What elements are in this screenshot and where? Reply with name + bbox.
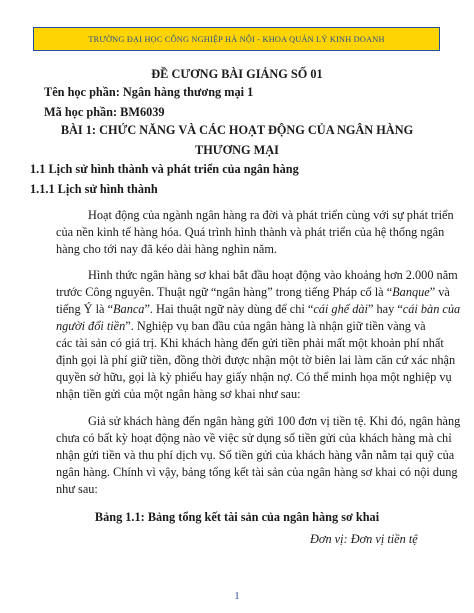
paragraph-2-line: quyền sở hữu, gọi là kỳ phiếu hay giấy nhận nợ. Có thể minh họa một nghiệp vụ	[56, 370, 452, 384]
paragraph-1-line: Hoạt động của ngành ngân hàng ra đời và phát triển cùng với sự phát triển	[88, 208, 454, 222]
paragraph-2-line: người đổi tiền”. Nghiệp vụ ban đầu của ngân hàng là nhận giữ tiền vàng và	[56, 319, 426, 333]
paragraph-3-line: như sau:	[56, 482, 98, 496]
paragraph-2-line: các tài sản có giá trị. Khi khách hàng đến gửi tiền phải mất một khoản phí nhất	[56, 336, 444, 350]
lesson-title-line-1: BÀI 1: CHỨC NĂNG VÀ CÁC HOẠT ĐỘNG CỦA NGÂN HÀNG	[60, 123, 414, 137]
paragraph-3-line: nhận gửi tiền và thu phí dịch vụ. Số tiền gửi của khách hàng vẫn nằm tại quỹ của	[56, 448, 455, 462]
table-caption: Bảng 1.1: Bảng tổng kết tài sản của ngân hàng sơ khai	[94, 510, 380, 524]
page-number: 1	[234, 590, 240, 602]
paragraph-2-line: Hình thức ngân hàng sơ khai bắt đầu hoạt động vào khoảng hơn 2.000 năm	[88, 268, 458, 282]
paragraph-2-line: trước Công nguyên. Thuật ngữ “ngân hàng” trong tiếng Pháp cổ là “Banque” và	[56, 285, 450, 299]
paragraph-3-line: Giả sử khách hàng đến ngân hàng gửi 100 đơn vị tiền tệ. Khi đó, ngân hàng	[88, 414, 461, 428]
section-heading-1-1-1: 1.1.1 Lịch sử hình thành	[30, 182, 158, 196]
paragraph-1-line: hàng cho tới nay đã kéo dài hàng nghìn năm.	[56, 242, 277, 256]
section-heading-1-1: 1.1 Lịch sử hình thành và phát triển của ngân hàng	[30, 162, 299, 176]
paragraph-2-line: nhận tiền gửi của một ngân hàng sơ khai như sau:	[56, 387, 301, 401]
school-header-text: TRƯỜNG ĐẠI HỌC CÔNG NGHIỆP HÀ NỘI - KHOA QUẢN LÝ KINH DOANH	[88, 34, 385, 44]
paragraph-3-line: ngân hàng. Chính vì vậy, bảng tổng kết tài sản của ngân hàng sơ khai có nội dung	[56, 465, 458, 479]
paragraph-3-line: chưa có bất kỳ hoạt động nào về việc sử dụng số tiền gửi của khách hàng mà chỉ	[56, 431, 452, 445]
course-code: Mã học phần: BM6039	[44, 105, 165, 119]
lesson-title-line-2: THƯƠNG MẠI	[195, 143, 279, 157]
document-title: ĐỀ CƯƠNG BÀI GIẢNG SỐ 01	[151, 67, 323, 81]
unit-note: Đơn vị: Đơn vị tiền tệ	[310, 532, 418, 546]
course-name: Tên học phần: Ngân hàng thương mại 1	[44, 85, 254, 99]
school-header-banner	[33, 27, 440, 51]
paragraph-1-line: của nền kinh tế hàng hóa. Quá trình hình thành và phát triển của hệ thống ngân	[56, 225, 445, 239]
paragraph-2-line: định gọi là phí giữ tiền, đồng thời được nhận một tờ biên lai làm căn cứ xác nhận	[56, 353, 456, 367]
paragraph-2-line: tiếng Ý là “Banca”. Hai thuật ngữ này dùng để chỉ “cái ghế dài” hay “cái bàn của	[56, 302, 461, 316]
